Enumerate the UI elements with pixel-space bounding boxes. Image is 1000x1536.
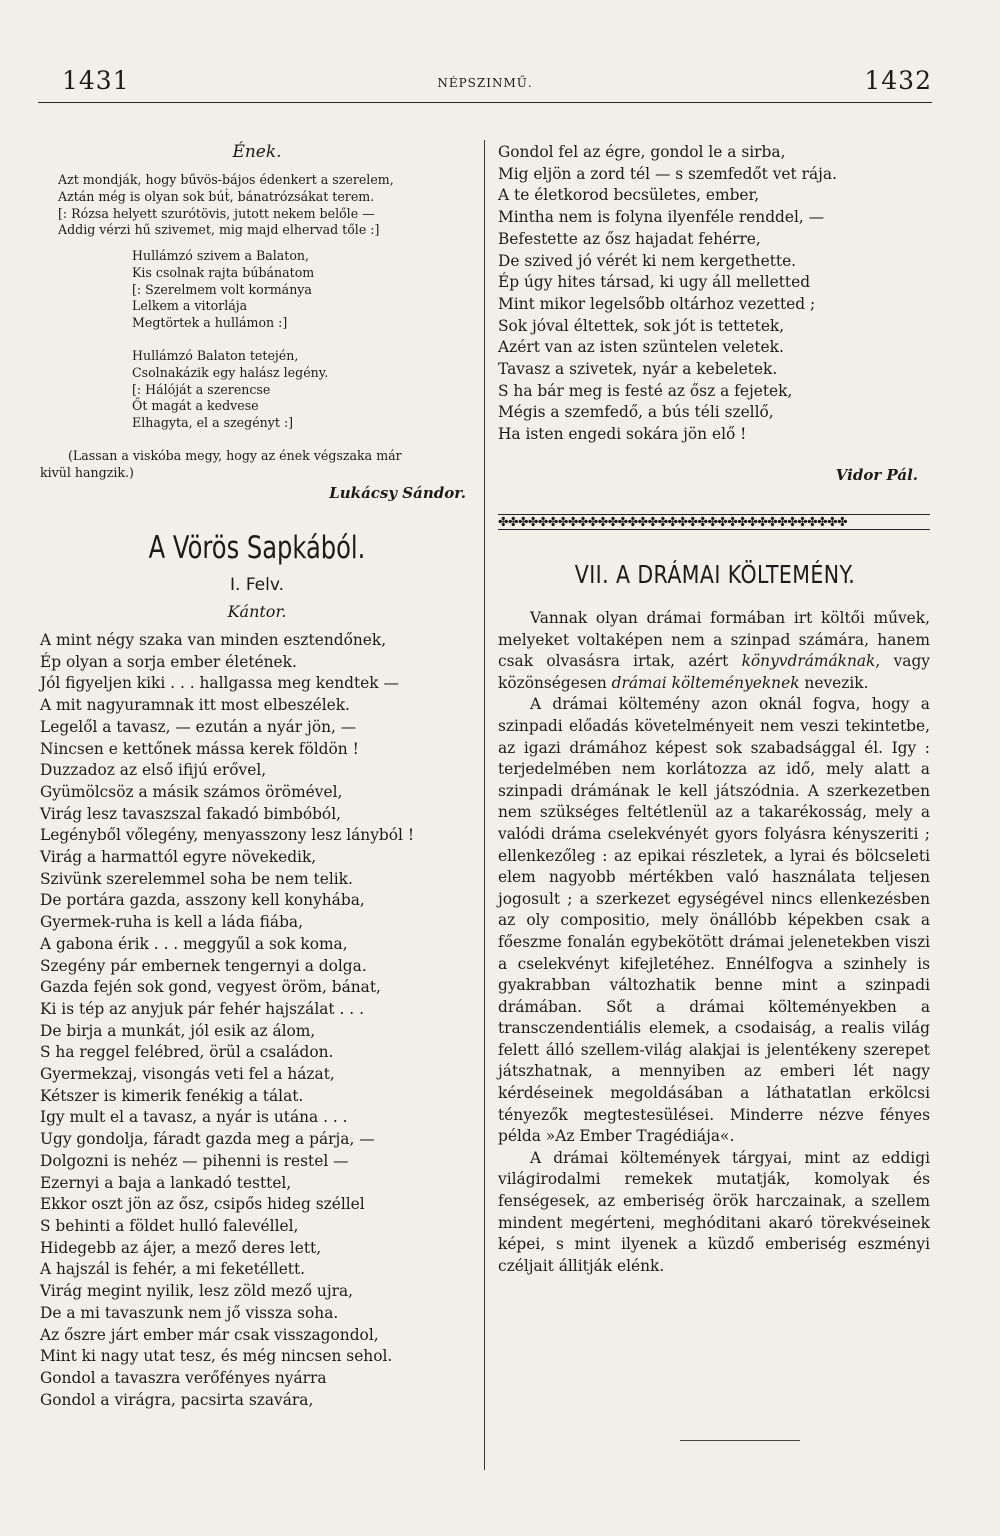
verse-line: A mint négy szaka van minden esztendőnek, bbox=[40, 631, 387, 649]
header-rule bbox=[38, 102, 932, 103]
verse-line: Virág a harmattól egyre növekedik, bbox=[40, 848, 317, 867]
verse-line: Mint ki nagy utat tesz, és még nincsen sehol. bbox=[40, 1347, 393, 1366]
p1-italic-term-2: drámai költeményeknek bbox=[611, 673, 800, 692]
verse-line: A te életkorod becsületes, ember, bbox=[498, 186, 760, 205]
voros-signature: Vidor Pál. bbox=[835, 466, 918, 484]
section-body bbox=[498, 608, 930, 1277]
ornamental-divider: ✤✤✤✤✤✤✤✤✤✤✤✤✤✤✤✤✤✤✤✤✤✤✤✤✤✤✤✤✤✤✤✤✤✤✤ bbox=[498, 514, 930, 530]
verse-line: S ha reggel felébred, örül a családon. bbox=[40, 1043, 334, 1062]
stanza-line: [: Szerelmem volt kormánya bbox=[132, 281, 312, 297]
stanza-line: Őt magát a kedvese bbox=[132, 398, 259, 414]
verse-line: Gyermek-ruha is kell a láda fiába, bbox=[40, 913, 303, 932]
verse-line: A hajszál is fehér, a mi feketéllett. bbox=[40, 1260, 306, 1279]
voros-verse-continued bbox=[498, 142, 932, 446]
verse-line: Szivünk szerelemmel soha be nem telik. bbox=[40, 869, 353, 888]
verse-line: Befestette az ősz hajadat fehérre, bbox=[498, 229, 761, 248]
verse-line: Sok jóval éltettek, sok jót is tettetek, bbox=[498, 316, 785, 335]
voros-verse bbox=[40, 630, 476, 1411]
verse-line: Dolgozni is nehéz — pihenni is restel — bbox=[40, 1151, 349, 1170]
stanza-line: Lelkem a vitorlája bbox=[132, 298, 248, 314]
verse-line: Virág lesz tavaszszal fakadó bimbóból, bbox=[40, 804, 342, 823]
verse-line: Mint mikor legelsőbb oltárhoz vezetted ; bbox=[498, 294, 816, 313]
verse-line: Nincsen e kettőnek mássa kerek földön ! bbox=[40, 739, 359, 758]
verse-line: Gondol a tavaszra verőfényes nyárra bbox=[40, 1368, 327, 1387]
verse-line: Gazda fején sok gond, vegyest öröm, bánat, bbox=[40, 978, 381, 997]
stage-note-line: kivül hangzik.) bbox=[40, 464, 134, 480]
p1-text: nevezik. bbox=[799, 673, 869, 692]
verse-line: Jól figyeljen kiki . . . hallgassa meg kendtek — bbox=[40, 674, 399, 693]
verse-line: S ha bár meg is festé az ősz a fejetek, bbox=[498, 381, 793, 400]
verse-line: Legényből vőlegény, menyasszony lesz lányból ! bbox=[40, 826, 415, 845]
verse-line: Ha isten engedi sokára jön elő ! bbox=[498, 425, 747, 444]
verse-line: Ép olyan a sorja ember életének. bbox=[40, 652, 297, 671]
page-header bbox=[38, 66, 932, 100]
section-title: VII. A DRÁMAI KÖLTEMÉNY. bbox=[574, 560, 856, 589]
enek-signature: Lukácsy Sándor. bbox=[329, 484, 466, 502]
verse-line: Azért van az isten szüntelen veletek. bbox=[498, 338, 784, 357]
stanza-line: Megtörtek a hullámon :] bbox=[132, 315, 288, 331]
verse-line: Mégis a szemfedő, a bús téli szellő, bbox=[498, 403, 774, 422]
stanza-line: Csolnakázik egy halász legény. bbox=[132, 364, 329, 380]
enek-title: Ének. bbox=[232, 142, 282, 162]
verse-line: Gondol a virágra, pacsirta szavára, bbox=[40, 1390, 314, 1409]
verse-line: Hidegebb az ájer, a mező deres lett, bbox=[40, 1238, 322, 1257]
verse-line: Virág megint nyilik, lesz zöld mező ujra, bbox=[40, 1282, 354, 1301]
verse-line: De portára gazda, asszony kell konyhába, bbox=[40, 891, 365, 910]
verse-line: Duzzadoz az első ifijú erővel, bbox=[40, 761, 267, 780]
enek-line: Aztán még is olyan sok búṫ, bánatrózsákat terem. bbox=[58, 188, 375, 204]
verse-line: Mintha nem is folyna ilyenféle renddel, — bbox=[498, 208, 825, 227]
verse-line: Mig eljön a zord tél — s szemfedőt vet rája. bbox=[498, 164, 837, 183]
paragraph-2: A drámai költemény azon oknál fogva, hogy a szinpadi előadás követelményeit nem veszi tekintetbe, az igazi drámához képest sok szabadsággal él. Igy : terjedelmében nem korlátozza az idő, mely alatt a szinpadi drámának le kell játszódnia. A szerkezetben nem szükséges feltétlenül az a takarékosság, mely a valódi dráma cselekvényét gyors folyásra kényszeriti ; ellenkezőleg : az epikai részletek, a lyrai és bölcseleti elem nagyobb mértékben való használata teljesen jogosult ; a szerkezet egységével nincs ellenkezésben az oly compositio, mely önállóbb képekben csak a főeszme fonalán egybekötött drámai jelenetekben viszi a cselekvényt kifejletéhez. Ennélfogva a szinhely is gyakrabban változhatik benne mint a szinpadi drámában. Sőt a drámai költeményekben a transczendentiális elemek, a csodaiság, a realis világ felett álló szellem-világ alakjai is jelentékeny szerepet játszhatnak, a mennyiben az emberi lét nagy kérdéseinek megoldásában a láthatatlan erkölcsi tényezők megtestesülései. Minderre nézve fényes példa »Az Ember Tragédiája«. bbox=[498, 695, 930, 1146]
verse-line: Gondol fel az égre, gondol le a sirba, bbox=[498, 143, 786, 161]
verse-line: Kétszer is kimerik fenékig a tálat. bbox=[40, 1086, 304, 1105]
p1-text: Vannak olyan drámai formában irt költői művek, melyeket voltaképen nem a szinpad számára, hanem csak olvasásra irtak, azért bbox=[498, 609, 930, 671]
verse-line: Ezernyi a baja a lankadó testtel, bbox=[40, 1173, 292, 1192]
verse-line: Ép úgy hites társad, ki ugy áll melletted bbox=[498, 273, 811, 292]
verse-line: Legelől a tavasz, — ezután a nyár jön, — bbox=[40, 717, 357, 736]
verse-line: Szegény pár embernek tengernyi a dolga. bbox=[40, 956, 367, 975]
verse-line: Tavasz a szivetek, nyár a kebeletek. bbox=[498, 360, 778, 379]
stanza-line: [: Hálóját a szerencse bbox=[132, 381, 271, 397]
voros-title: A Vörös Sapkából. bbox=[148, 530, 366, 566]
enek-stanza-1 bbox=[132, 248, 314, 332]
voros-speaker: Kántor. bbox=[227, 602, 287, 621]
verse-line: A gabona érik . . . meggyűl a sok koma, bbox=[40, 934, 348, 953]
column-divider bbox=[484, 140, 485, 1470]
verse-line: Igy mult el a tavasz, a nyár is utána . . . bbox=[40, 1108, 348, 1127]
verse-line: De szived jó vérét ki nem kergethette. bbox=[498, 251, 797, 270]
verse-line: Gyermekzaj, visongás veti fel a házat, bbox=[40, 1065, 335, 1084]
enek-line: [: Rózsa helyett szurótövis, jutott nekem belőle — bbox=[58, 205, 375, 221]
stage-note-line: (Lassan a viskóba megy, hogy az ének végszaka már bbox=[68, 448, 402, 463]
stanza-line: Elhagyta, el a szegényt :] bbox=[132, 415, 294, 431]
p1-italic-term-1: könyvdrámáknak bbox=[741, 652, 876, 671]
verse-line: De a mi tavaszunk nem jő vissza soha. bbox=[40, 1303, 339, 1322]
verse-line: Gyümölcsöz a másik számos örömével, bbox=[40, 782, 343, 801]
stanza-line: Hullámzó Balaton tetején, bbox=[132, 348, 299, 363]
verse-line: S behinti a földet hulló falevéllel, bbox=[40, 1216, 299, 1235]
verse-line: De birja a munkát, jól esik az álom, bbox=[40, 1021, 316, 1040]
stanza-line: Hullámzó szivem a Balaton, bbox=[132, 248, 310, 263]
enek-line: Azt mondják, hogy bűvös-bájos édenkert a szerelem, bbox=[58, 172, 394, 187]
voros-act: I. Felv. bbox=[230, 575, 284, 595]
end-rule bbox=[680, 1440, 800, 1441]
enek-line: Addig vérzi hű szivemet, mig majd elhervad tőle :] bbox=[58, 222, 380, 238]
verse-line: Ugy gondolja, fáradt gazda meg a párja, — bbox=[40, 1130, 375, 1149]
verse-line: Az őszre járt ember már csak visszagondol, bbox=[40, 1325, 379, 1344]
verse-line: Ekkor oszt jön az ősz, csipős hideg széllel bbox=[40, 1195, 365, 1214]
enek-stanza-2 bbox=[132, 348, 328, 432]
running-title: NÉPSZINMŰ. bbox=[437, 76, 533, 90]
enek-intro bbox=[40, 172, 474, 239]
stanza-line: Kis csolnak rajta búbánatom bbox=[132, 264, 315, 280]
verse-line: Ki is tép az anyjuk pár fehér hajszálat . . . bbox=[40, 999, 364, 1018]
stage-note bbox=[40, 448, 474, 482]
verse-line: A mit nagyuramnak itt most elbeszélek. bbox=[40, 696, 350, 715]
page-number-left: 1431 bbox=[62, 66, 130, 95]
page-number-right: 1432 bbox=[864, 66, 932, 95]
p1-text: , vagy közönségesen bbox=[498, 652, 931, 692]
paragraph-3: A drámai költemények tárgyai, mint az eddigi világirodalmi remekek mutatják, komolyak és fenségesek, az emberiség örök harczainak, a szellem mindent megérteni, meghóditani akaró törekvéseinek képei, s mint ilyenek a küzdő emberiség eszményi czéljait állitják elénk. bbox=[498, 1148, 930, 1275]
paragraph-1 bbox=[498, 608, 930, 694]
